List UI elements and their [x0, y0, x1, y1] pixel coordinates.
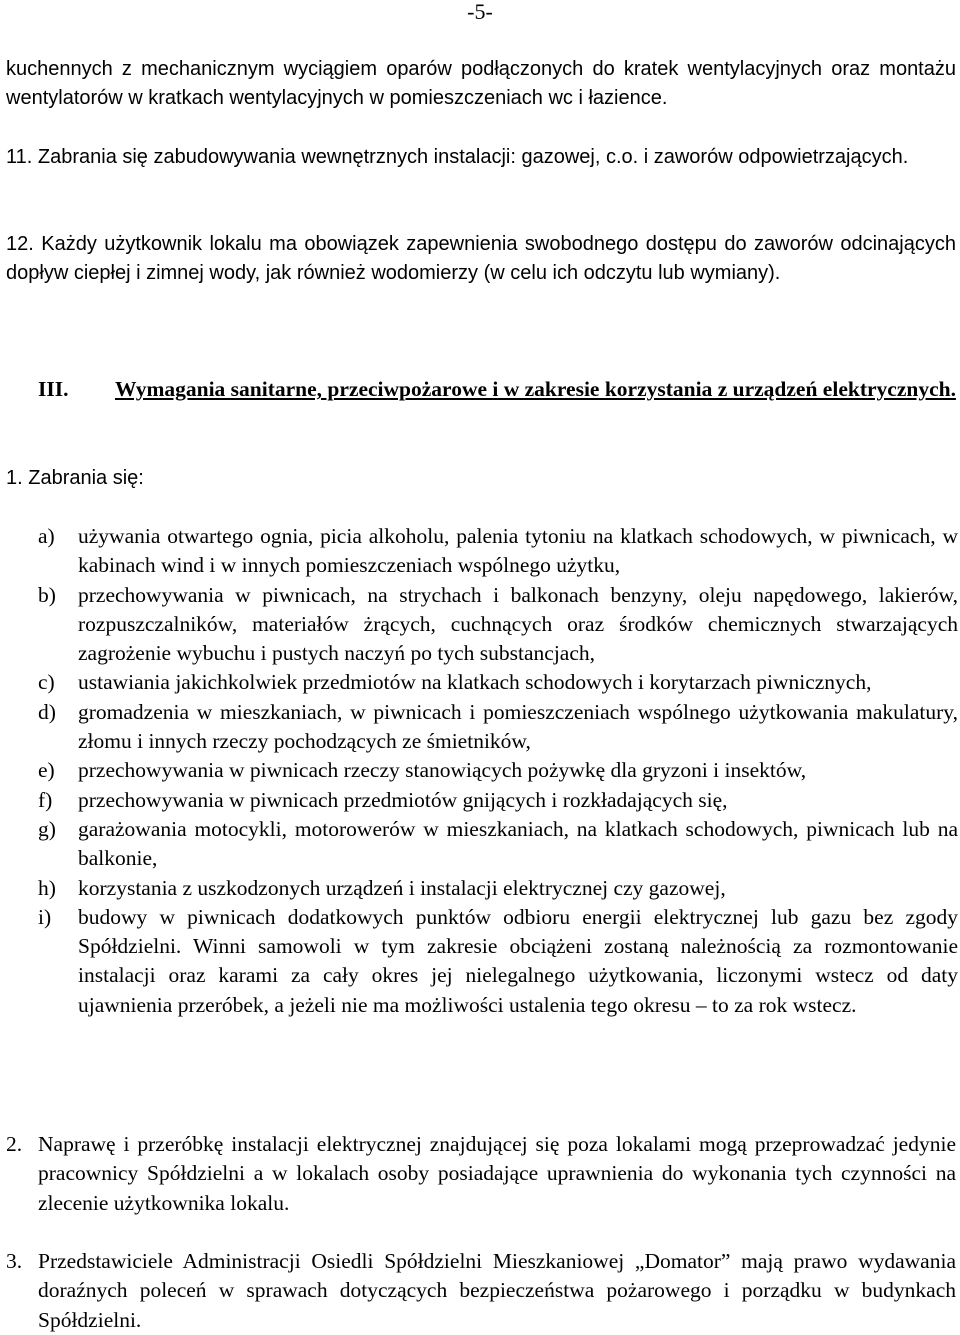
list-item-text: ustawiania jakichkolwiek przedmiotów na klatkach schodowych i korytarzach piwnicznych, — [78, 670, 872, 695]
list-item-text: korzystania z uszkodzonych urządzeń i instalacji elektrycznej czy gazowej, — [78, 875, 726, 900]
item-3-number: 3. — [6, 1249, 23, 1273]
list-item — [38, 815, 958, 874]
list-item — [38, 581, 958, 669]
list-item — [38, 756, 958, 785]
list-item — [38, 874, 958, 903]
page-number: -5- — [467, 0, 493, 24]
item-2 — [6, 1130, 956, 1218]
list-marker: c) — [38, 670, 55, 695]
list-marker: a) — [38, 524, 55, 548]
prohibitions-list — [38, 522, 958, 1020]
list-item — [38, 522, 958, 581]
item-3-text: Przedstawiciele Administracji Osiedli Spółdzielni Mieszkaniowej „Domator” mają prawo wydawania doraźnych poleceń w sprawach dotyczących bezpieczeństwa pożarowego i porządku w budynkach Spółdzielni. — [38, 1249, 956, 1332]
list-item-text: garażowania motocykli, motorowerów w mieszkaniach, na klatkach schodowych, piwnicach lub na balkonie, — [78, 816, 958, 871]
list-item-text: przechowywania w piwnicach przedmiotów gnijących i rozkładających się, — [78, 787, 728, 812]
list-marker: i) — [38, 904, 52, 929]
list-item-text: gromadzenia w mieszkaniach, w piwnicach i pomieszczeniach wspólnego użytkowania makulatury, złomu i innych rzeczy pochodzących ze śmietników, — [78, 699, 958, 754]
list-marker: b) — [38, 582, 56, 607]
list-item-text: przechowywania w piwnicach, na strychach i balkonach benzyny, oleju napędowego, lakierów, rozpuszczalników, materiałów żrących, cuchnących oraz środków chemicznych stwarzających zagrożenie wybuchu i pustych naczyń po tych substancjach, — [78, 582, 958, 666]
paragraph-12: 12. Każdy użytkownik lokalu ma obowiązek zapewnienia swobodnego dostępu do zaworów odcinających dopływ ciepłej i zimnej wody, jak również wodomierzy (w celu ich odczytu lub wymiany). — [6, 233, 956, 285]
list-item-text: budowy w piwnicach dodatkowych punktów odbioru energii elektrycznej lub gazu bez zgody Spółdzielni. Winni samowoli w tym zakresie obciążeni zostaną należnością za rozmontowanie instalacji oraz karami za cały okres jej nielegalnego użytkowania, liczonymi wstecz od daty ujawnienia przeróbek, a jeżeli nie ma możliwości ustalenia tego okresu – to za rok wstecz. — [78, 904, 958, 1017]
section-number: III. — [38, 377, 69, 401]
item-3 — [6, 1247, 956, 1335]
list-item — [38, 698, 958, 757]
list-marker: h) — [38, 875, 56, 900]
list-item — [38, 668, 958, 697]
item-2-text: Naprawę i przeróbkę instalacji elektrycznej znajdującej się poza lokalami mogą przeprowadzać jedynie pracownicy Spółdzielni a w lokalach osoby posiadające uprawnienia do wykonania tych czynności na zlecenie użytkownika lokalu. — [38, 1132, 956, 1215]
list-item-text: przechowywania w piwnicach rzeczy stanowiących pożywkę dla gryzoni i insektów, — [78, 758, 807, 783]
list-item — [38, 786, 958, 815]
item-2-number: 2. — [6, 1132, 23, 1156]
section-title: Wymagania sanitarne, przeciwpożarowe i w zakresie korzystania z urządzeń elektrycznych. — [115, 377, 956, 401]
list-marker: d) — [38, 699, 56, 724]
list-marker: g) — [38, 816, 56, 841]
item-1-intro: 1. Zabrania się: — [6, 467, 144, 489]
list-marker: f) — [38, 787, 53, 812]
paragraph-continuation: kuchennych z mechanicznym wyciągiem oparów podłączonych do kratek wentylacyjnych oraz montażu wentylatorów w kratkach wentylacyjnych w pomieszczeniach wc i łazience. — [6, 58, 956, 110]
list-item-text: używania otwartego ognia, picia alkoholu, palenia tytoniu na klatkach schodowych, w piwnicach, w kabinach wind i w innych pomieszczeniach wspólnego użytku, — [78, 524, 958, 578]
paragraph-11: 11. Zabrania się zabudowywania wewnętrznych instalacji: gazowej, c.o. i zaworów odpowietrzających. — [6, 146, 909, 168]
list-item — [38, 903, 958, 1020]
list-marker: e) — [38, 758, 55, 783]
